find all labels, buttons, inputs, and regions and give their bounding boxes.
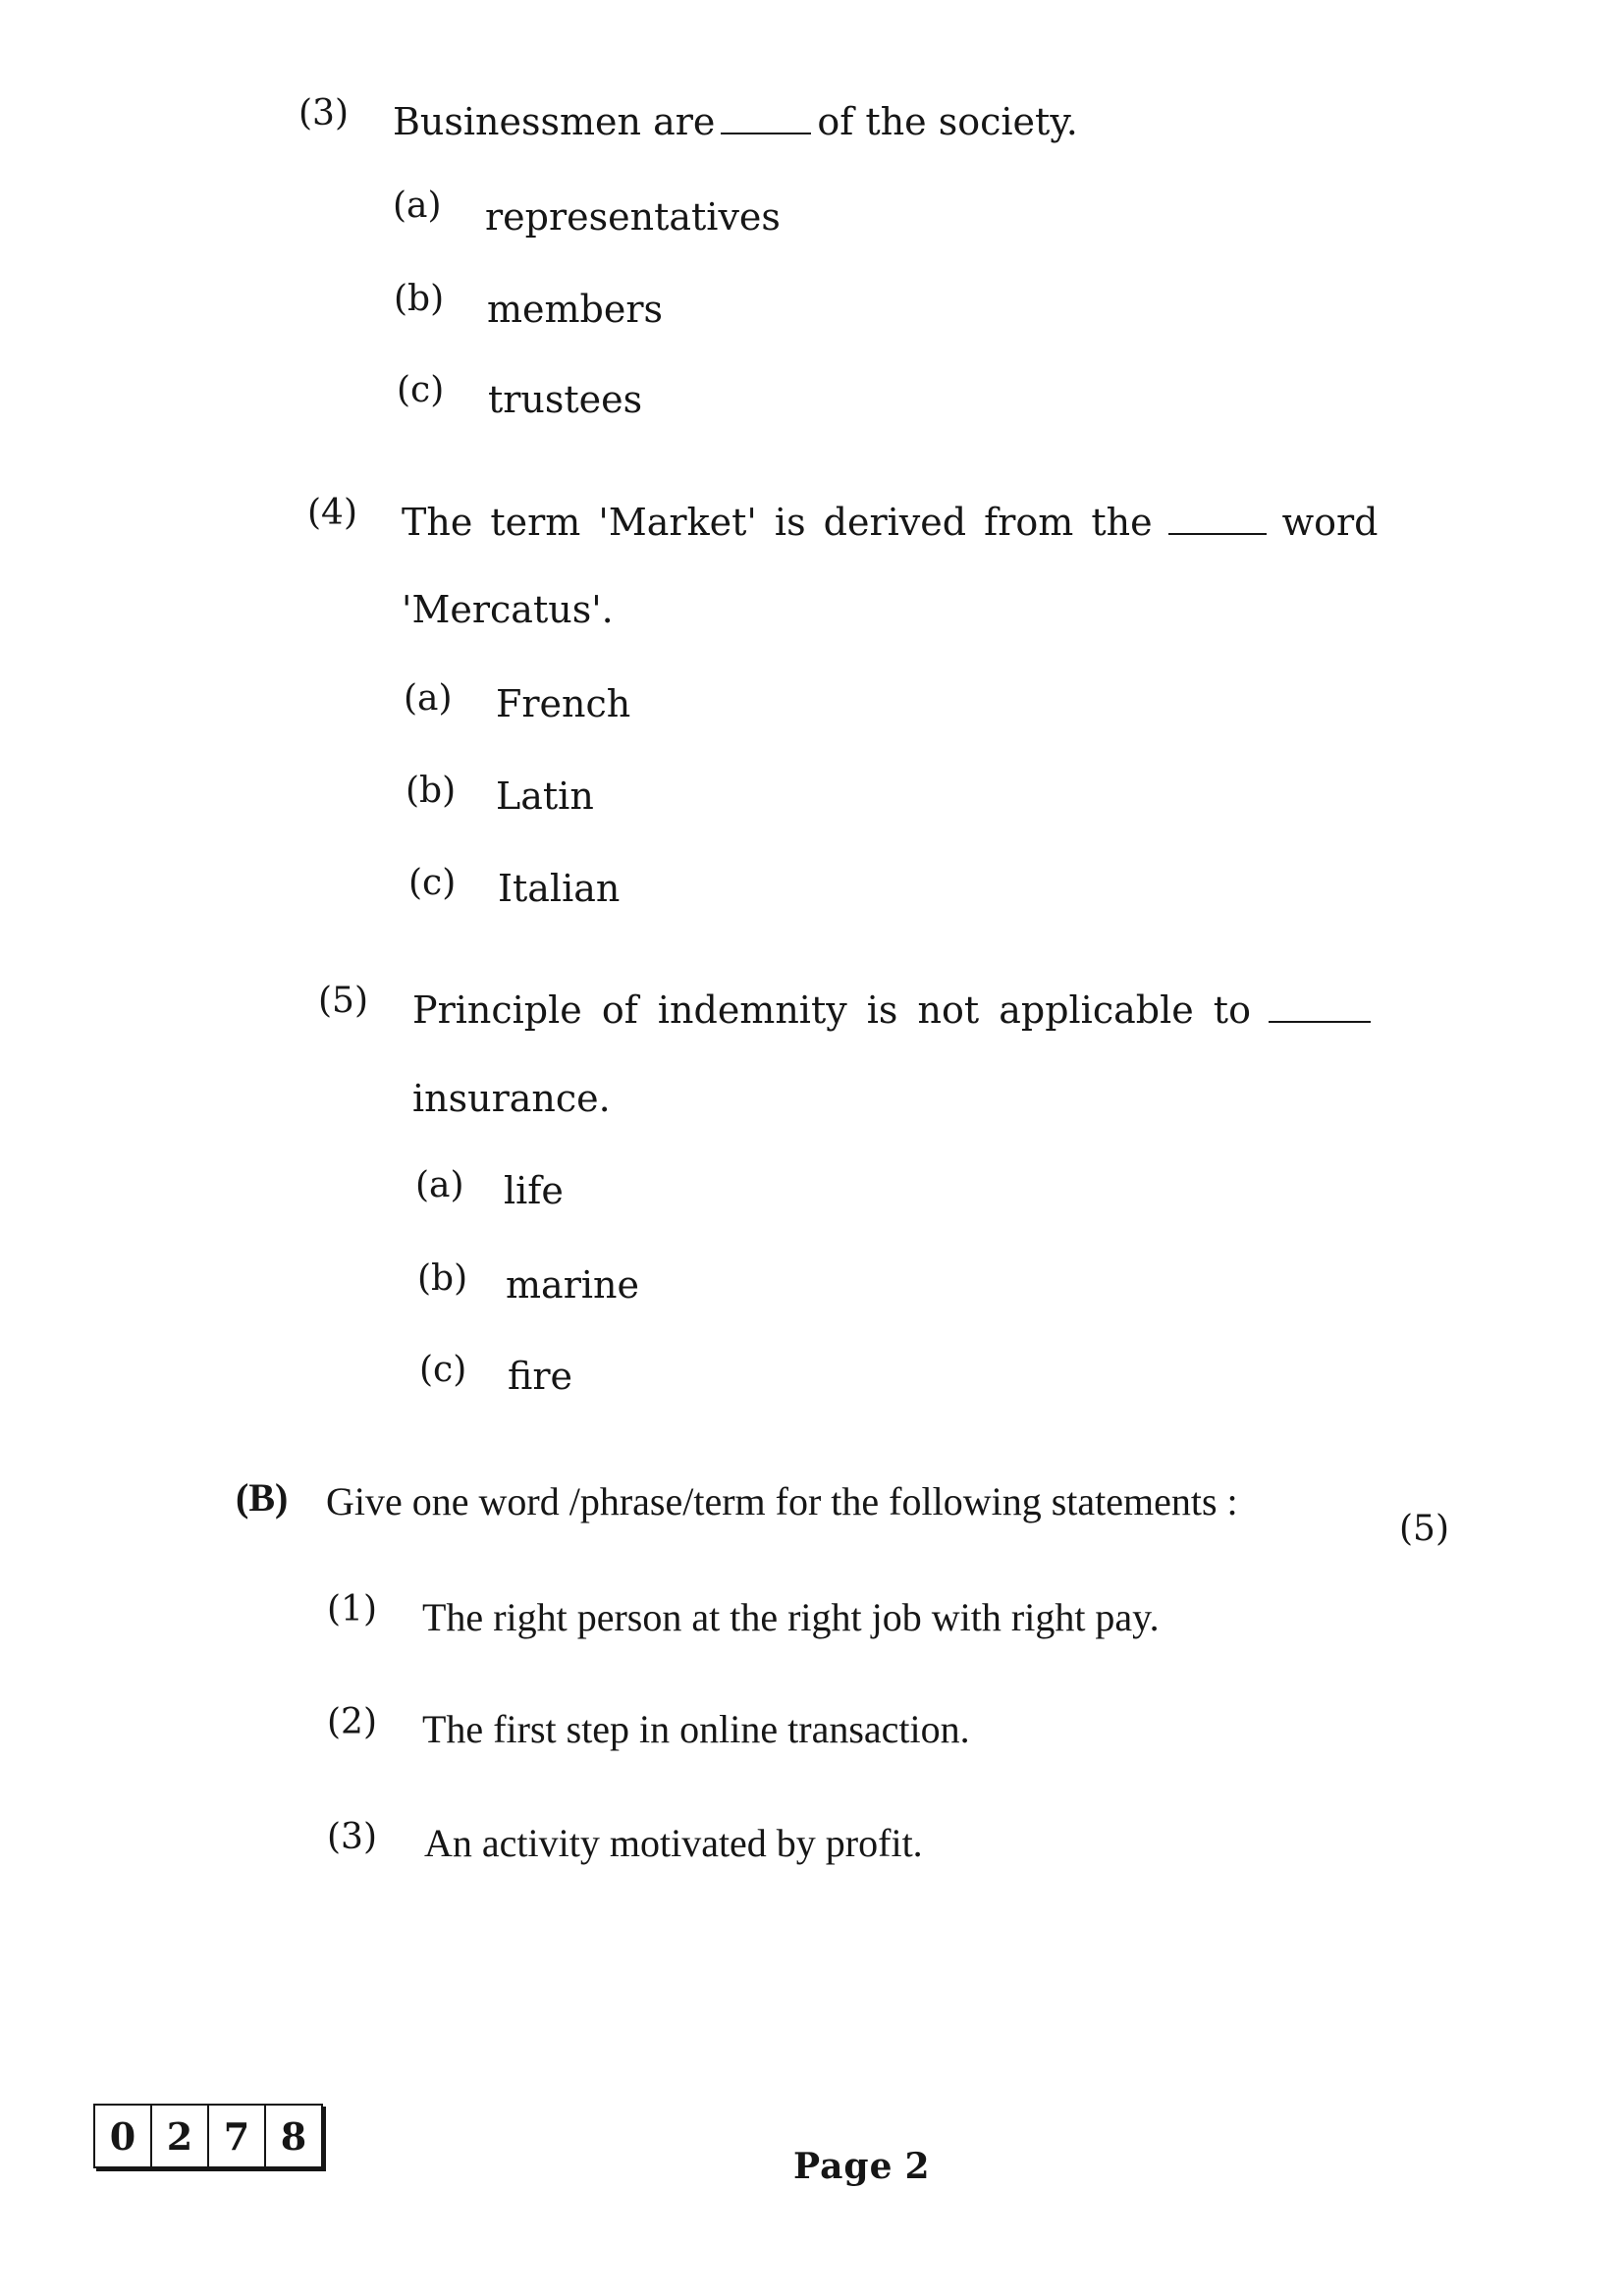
question-4-text-line2: 'Mercatus'.	[402, 588, 614, 631]
item-number: (2)	[327, 1702, 377, 1742]
option-label: (c)	[408, 863, 457, 903]
question-4-number: (4)	[307, 493, 357, 533]
fill-blank	[721, 131, 811, 134]
item-number: (3)	[327, 1817, 377, 1857]
item-number: (1)	[327, 1589, 377, 1629]
option-label: (a)	[404, 678, 453, 719]
fill-blank	[1168, 531, 1267, 535]
option-text: French	[496, 682, 631, 725]
question-5-text-line2: insurance.	[412, 1077, 611, 1120]
code-digit: 7	[209, 2106, 266, 2166]
item-text: The first step in online transaction.	[422, 1707, 970, 1751]
section-b-label: (B)	[236, 1475, 289, 1520]
question-5-number: (5)	[318, 981, 368, 1021]
question-5-text-before: Principle of indemnity is not applicable to	[412, 988, 1251, 1032]
option-label: (a)	[393, 186, 442, 226]
question-5-text	[412, 988, 1377, 1032]
option-label: (c)	[397, 370, 445, 410]
option-label: (b)	[394, 279, 445, 319]
code-digit: 0	[95, 2106, 152, 2166]
option-label: (b)	[417, 1258, 468, 1299]
question-4-text	[402, 501, 1379, 544]
question-3-text-after: of the society.	[817, 100, 1078, 143]
code-digit: 8	[280, 2113, 307, 2159]
paper-code-box	[93, 2104, 323, 2168]
option-text: marine	[506, 1263, 639, 1307]
page-label: Page	[793, 2146, 893, 2187]
option-text: representatives	[485, 195, 781, 239]
item-text: An activity motivated by profit.	[424, 1821, 923, 1865]
option-text: life	[504, 1169, 564, 1212]
question-3-text-before: Businessmen are	[393, 100, 716, 143]
question-4-text-after: word	[1281, 501, 1379, 544]
option-label: (b)	[406, 771, 457, 811]
option-text: Latin	[496, 774, 594, 818]
code-digit: 2	[152, 2106, 209, 2166]
fill-blank	[1269, 1019, 1371, 1023]
section-b-marks: (5)	[1399, 1509, 1449, 1549]
option-text: trustees	[488, 378, 643, 421]
option-text: members	[487, 288, 664, 331]
question-3-number: (3)	[298, 93, 349, 133]
option-text: fire	[508, 1355, 572, 1398]
question-4-text-before: The term 'Market' is derived from the	[402, 501, 1153, 544]
section-b-instruction: Give one word /phrase/term for the following statements :	[326, 1479, 1238, 1523]
page-indicator	[793, 2146, 931, 2187]
option-label: (c)	[419, 1350, 467, 1390]
item-text: The right person at the right job with right pay.	[422, 1595, 1160, 1639]
option-text: Italian	[498, 867, 621, 910]
option-label: (a)	[415, 1165, 464, 1205]
question-3-text	[393, 100, 1078, 143]
page-number: 2	[904, 2146, 931, 2187]
